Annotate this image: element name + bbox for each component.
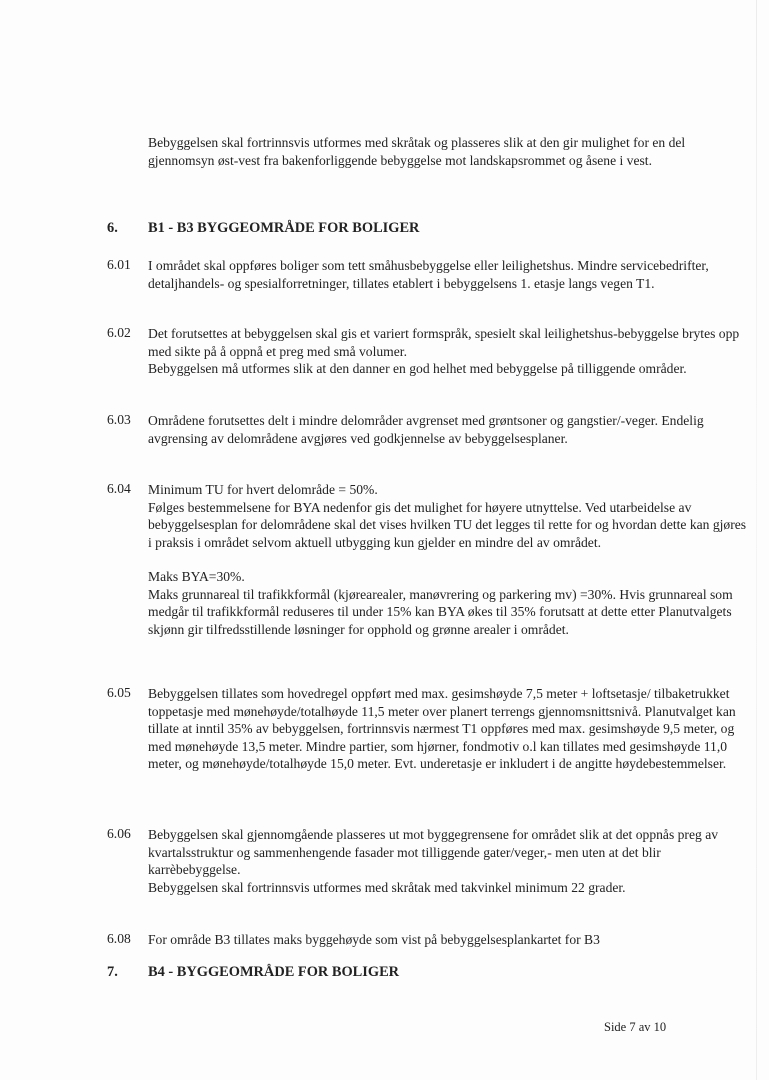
- section-6-08: [107, 931, 747, 949]
- section-text: Bebyggelsen skal fortrinnsvis utformes med skråtak med takvinkel minimum 22 grader.: [148, 879, 626, 895]
- section-number: 6.02: [107, 325, 131, 340]
- intro-paragraph: Bebyggelsen skal fortrinnsvis utformes med skråtak og plasseres slik at den gir mulighet for en del gjennomsyn øst-vest fra bakenforliggende bebyggelse mot landskapsrommet og åsene i vest.: [148, 135, 686, 168]
- section-text: Maks grunnareal til trafikkformål (kjørearealer, manøvrering og parkering mv) =30%. Hvis grunnareal som medgår til trafikkformål reduseres til under 15% kan BYA økes til 35% forutsatt at dette etter Planutvalgets skjønn gir tilfredsstillende løsninger for opphold og grønne arealer i området.: [148, 586, 733, 637]
- section-text: Områdene forutsettes delt i mindre delområder avgrenset med grøntsoner og gangstier/-veger. Endelig avgrensing av delområdene avgjøres ved godkjennelse av bebyggelsesplaner.: [148, 413, 704, 446]
- section-text: Det forutsettes at bebyggelsen skal gis et variert formspråk, spesielt skal leilighetshus-bebyggelse brytes opp med sikte på å oppnå et preg med små volumer.: [148, 326, 740, 359]
- section-6-03: [107, 412, 747, 447]
- section-text: Minimum TU for hvert delområde = 50%.: [148, 482, 378, 497]
- page-number-footer: Side 7 av 10: [604, 1020, 667, 1034]
- section-number: 6.05: [107, 685, 131, 700]
- section-number: 6.06: [107, 826, 131, 841]
- section-6-02: [107, 325, 747, 378]
- section-6-04: [107, 481, 747, 638]
- section-number: 6.04: [107, 481, 131, 496]
- section-number: 6.08: [107, 931, 131, 946]
- scan-edge: [756, 0, 757, 1080]
- section-6-01: [107, 257, 747, 292]
- section-text: I området skal oppføres boliger som tett småhusbebyggelse eller leilighetshus. Mindre servicebedrifter, detaljhandels- og spesialforretninger, tillates etablert i bebyggelsens 1. etasje langs vegen T1.: [148, 258, 709, 291]
- section-6-05: [107, 685, 747, 773]
- section-text: Bebyggelsen skal gjennomgående plasseres ut mot byggegrensene for området slik at det oppnås preg av kvartalsstruktur og sammenhengende fasader mot tilliggende gater/veger,- men uten at det blir karrèbebyggelse.: [148, 827, 719, 877]
- section-text: Maks BYA=30%.: [148, 569, 245, 584]
- section-text: For område B3 tillates maks byggehøyde som vist på bebyggelsesplankartet for B3: [148, 932, 600, 947]
- heading-title: B4 - BYGGEOMRÅDE FOR BOLIGER: [148, 964, 400, 980]
- heading-title: B1 - B3 BYGGEOMRÅDE FOR BOLIGER: [148, 220, 420, 236]
- section-text: Følges bestemmelsene for BYA nedenfor gis det mulighet for høyere utnyttelse. Ved utarbeidelse av bebyggelsesplan for delområdene skal det vises hvilken TU det legges til rette for og hvordan dette kan gjøres i praksis i området selvom aktuell utbygging kun gjelder en mindre del av området.: [148, 499, 747, 550]
- heading-number: 6.: [107, 220, 118, 236]
- section-text: Bebyggelsen må utformes slik at den danner en god helhet med bebyggelse på tilliggende områder.: [148, 361, 687, 376]
- section-text: Bebyggelsen tillates som hovedregel oppført med max. gesimshøyde 7,5 meter + loftsetasje/ tilbaketrukket toppetasje med mønehøyde/totalhøyde 11,5 meter over planert terrengs gjennomsnittsnivå. Planutvalget kan tillate at inntil 35% av bebyggelsen, fortrinnsvis nærmest T1 oppføres med max. gesimshøyde 9,5 meter, og med mønehøyde 13,5 meter. Mindre partier, som hjørner, fondmotiv o.l kan tillates med gesimshøyde 11,0 meter, og mønehøyde/totalhøyde 15,0 meter. Evt. underetasje er inkludert i de angitte høydebestemmelser.: [148, 686, 736, 771]
- section-6-06: [107, 826, 747, 896]
- section-number: 6.01: [107, 257, 131, 272]
- heading-number: 7.: [107, 964, 118, 980]
- section-number: 6.03: [107, 412, 131, 427]
